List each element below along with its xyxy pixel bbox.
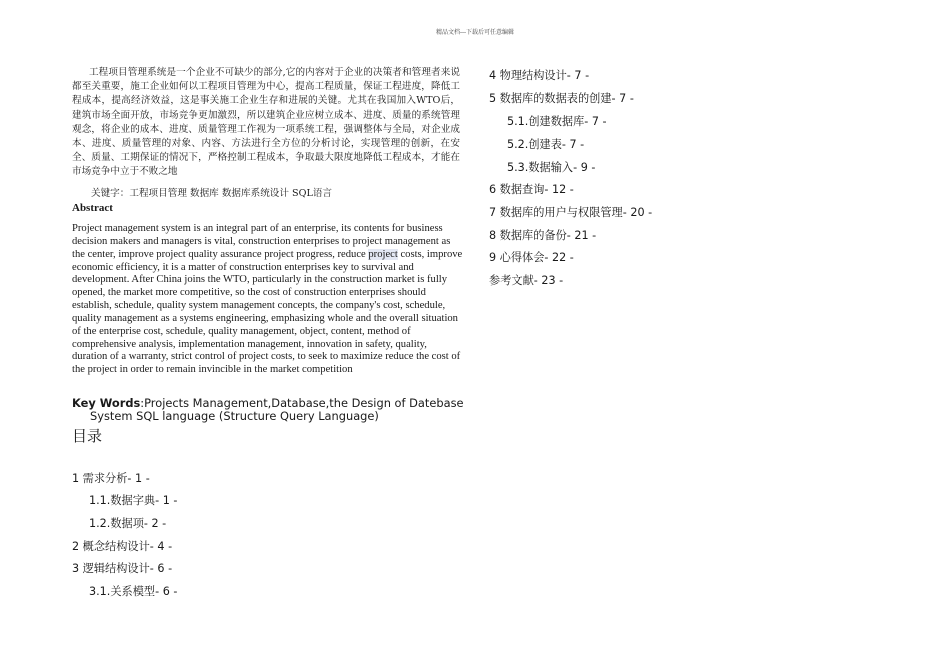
- abstract-english-highlight: project: [368, 248, 398, 260]
- abstract-chinese: 工程项目管理系统是一个企业不可缺少的部分,它的内容对于企业的决策者和管理者来说都至关重要，施工企业如何以工程项目管理为中心，提高工程质量，保证工程进度，降低工程成本，提高经济效益，这是事关施工企业生存和进展的关键。尤其在我国加入WTO后，建筑市场全面开放，市场竞争更加激烈，所以建筑企业应树立成本、进度、质量的系统管理观念，将企业的成本、进度、质量管理工作视为一项系统工程，强调整体与全局，对企业成本、进度、质量管理的对象、内容、方法进行全方位的分析讨论，实现管理的创新，在安全、质量、工期保证的情况下，严格控制工程成本，争取最大限度地降低工程成本，才能在市场竞争中立于不败之地: [72, 67, 460, 178]
- toc-item[interactable]: 1.2.数据项- 2 -: [89, 517, 167, 530]
- toc-item[interactable]: 7 数据库的用户与权限管理- 20 -: [489, 206, 653, 219]
- toc-item[interactable]: 6 数据查询- 12 -: [489, 183, 574, 196]
- keywords-english: [72, 397, 482, 424]
- abstract-heading: Abstract: [72, 202, 113, 214]
- abstract-english-part1: Project management system is an integral part of an enterprise, its contents for business decision makers and managers is vital, construction enterprises to project management as the center, improve project quality assurance project progress, reduce: [72, 223, 451, 260]
- toc-item[interactable]: 5.3.数据输入- 9 -: [507, 161, 596, 174]
- keywords-english-label: Key Words: [72, 396, 141, 410]
- keywords-english-text: :Projects Management,Database,the Design of Datebase System SQL language (Structure Query Language): [90, 396, 464, 424]
- toc-item[interactable]: 1 需求分析- 1 -: [72, 472, 150, 485]
- toc-item[interactable]: 5.1.创建数据库- 7 -: [507, 115, 607, 128]
- keywords-chinese: 关键字：工程项目管理 数据库 数据库系统设计 SQL语言: [91, 188, 333, 199]
- toc-item[interactable]: 参考文献- 23 -: [489, 274, 564, 287]
- abstract-english: [72, 223, 464, 377]
- page-header: 精品文档---下载后可任意编辑: [435, 29, 515, 36]
- abstract-english-part2: costs, improve economic efficiency, it is a matter of construction enterprises key to survival and development. After China joins the WTO, particularly in the construction market is fully opened, the market more competitive, so the cost of construction enterprises should establish, schedule, quality system management concepts, the company's cost, schedule, quality management as a systems engineering, emphasizing whole and the overall situation of the enterprise cost, schedule, quality management, object, content, method of comprehensive analysis, implementation management, innovation in safety, quality, duration of a warranty, strict control of project costs, to seek to maximize reduce the cost of the project in order to remain invincible in the market competition: [72, 248, 463, 376]
- toc-item[interactable]: 1.1.数据字典- 1 -: [89, 494, 178, 507]
- toc-item[interactable]: 3.1.关系模型- 6 -: [89, 585, 178, 598]
- toc-item[interactable]: 9 心得体会- 22 -: [489, 251, 574, 264]
- toc-item[interactable]: 3 逻辑结构设计- 6 -: [72, 562, 173, 575]
- toc-item[interactable]: 4 物理结构设计- 7 -: [489, 69, 590, 82]
- toc-item[interactable]: 5 数据库的数据表的创建- 7 -: [489, 92, 634, 105]
- toc-title: 目录: [72, 427, 103, 445]
- toc-item[interactable]: 2 概念结构设计- 4 -: [72, 540, 173, 553]
- toc-item[interactable]: 8 数据库的备份- 21 -: [489, 229, 597, 242]
- toc-item[interactable]: 5.2.创建表- 7 -: [507, 138, 585, 151]
